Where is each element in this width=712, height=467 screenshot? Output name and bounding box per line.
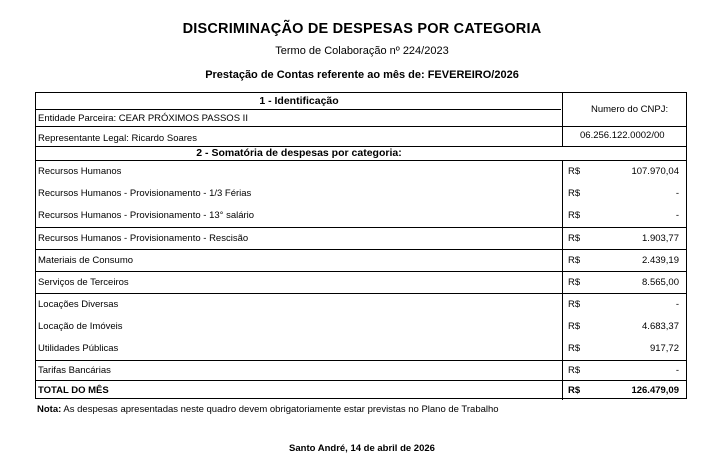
currency-symbol: R$: [568, 166, 581, 177]
expense-value: -: [675, 299, 679, 310]
note-text: As despesas apresentadas neste quadro devem obrigatoriamente estar previstas no Plano de Trabalho: [63, 404, 499, 415]
currency-symbol: R$: [568, 299, 581, 310]
expense-value: -: [675, 210, 679, 221]
total-label: TOTAL DO MÊS: [38, 385, 109, 396]
expense-label: Recursos Humanos - Provisionamento - 13° salário: [38, 210, 255, 221]
entity-name: Entidade Parceira: CEAR PRÓXIMOS PASSOS II: [38, 113, 248, 124]
term-reference: Termo de Colaboração nº 224/2023: [275, 45, 449, 57]
cnpj-label: Numero do CNPJ:: [591, 104, 669, 115]
expense-label: Tarifas Bancárias: [38, 365, 111, 376]
document-title: DISCRIMINAÇÃO DE DESPESAS POR CATEGORIA: [182, 21, 542, 37]
expense-label: Recursos Humanos - Provisionamento - 1/3 Férias: [38, 188, 252, 199]
currency-symbol: R$: [568, 277, 581, 288]
currency-symbol: R$: [568, 321, 581, 332]
currency-symbol: R$: [568, 385, 581, 396]
currency-symbol: R$: [568, 343, 581, 354]
divider: [36, 249, 686, 250]
divider: [36, 360, 686, 361]
expense-value: 2.439,19: [642, 255, 679, 266]
expense-value: -: [675, 365, 679, 376]
identification-section-title: 1 - Identificação: [259, 95, 339, 107]
expense-value: 8.565,00: [642, 277, 679, 288]
footnote: [37, 404, 499, 415]
expense-value: -: [675, 188, 679, 199]
divider: [36, 126, 686, 127]
divider: [562, 93, 563, 146]
divider: [562, 160, 563, 400]
divider: [36, 109, 561, 110]
expense-value: 1.903,77: [642, 233, 679, 244]
expense-value: 4.683,37: [642, 321, 679, 332]
currency-symbol: R$: [568, 210, 581, 221]
cnpj-value: 06.256.122.0002/00: [580, 130, 665, 141]
note-prefix: Nota:: [37, 404, 62, 415]
legal-representative: Representante Legal: Ricardo Soares: [38, 133, 197, 144]
expense-label: Locação de Imóveis: [38, 321, 123, 332]
expense-label: Utilidades Públicas: [38, 343, 119, 354]
divider: [36, 160, 686, 161]
expense-label: Serviços de Terceiros: [38, 277, 129, 288]
expense-label: Recursos Humanos - Provisionamento - Rescisão: [38, 233, 249, 244]
expense-value: 917,72: [649, 343, 679, 354]
report-period: Prestação de Contas referente ao mês de: FEVEREIRO/2026: [205, 69, 519, 81]
currency-symbol: R$: [568, 233, 581, 244]
total-value: 126.479,09: [631, 385, 679, 396]
divider: [36, 293, 686, 294]
divider: [36, 380, 686, 381]
expense-label: Materiais de Consumo: [38, 255, 134, 266]
expense-label: Recursos Humanos: [38, 166, 122, 177]
currency-symbol: R$: [568, 255, 581, 266]
expense-value: 107.970,04: [631, 166, 679, 177]
currency-symbol: R$: [568, 188, 581, 199]
currency-symbol: R$: [568, 365, 581, 376]
expenses-section-title: 2 - Somatória de despesas por categoria:: [196, 147, 402, 159]
expenses-table: [35, 92, 687, 399]
expense-label: Locações Diversas: [38, 299, 119, 310]
divider: [36, 271, 686, 272]
divider: [36, 227, 686, 228]
place-date: Santo André, 14 de abril de 2026: [289, 443, 435, 454]
